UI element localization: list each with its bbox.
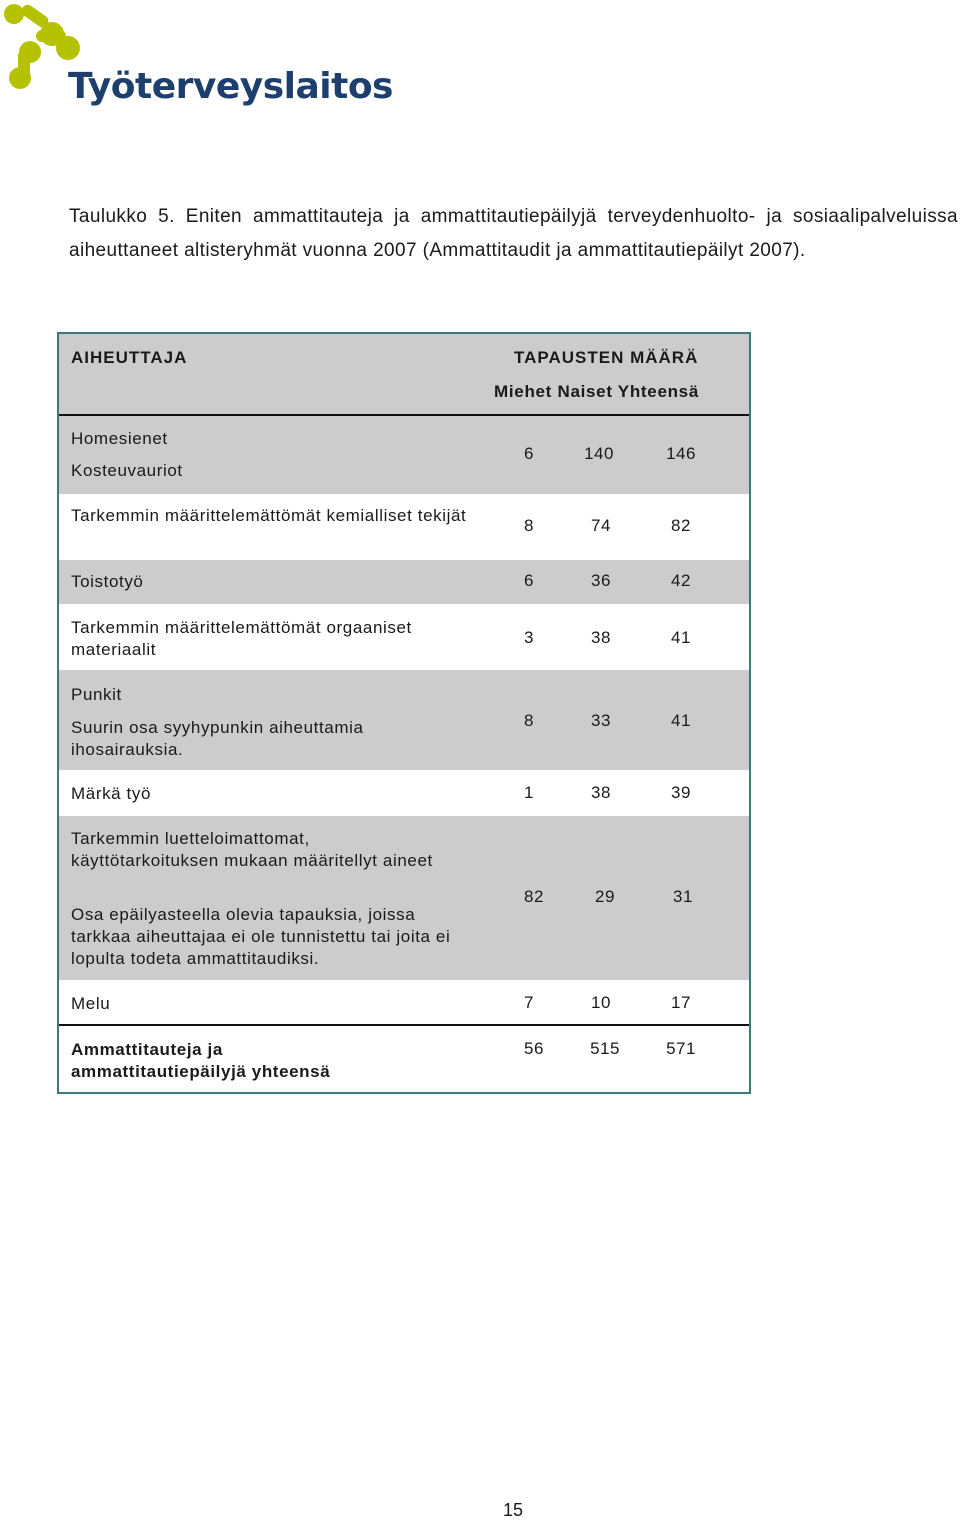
header-cause: AIHEUTTAJA <box>71 348 188 367</box>
total-women: 515 <box>590 1039 620 1058</box>
table-header <box>59 334 749 414</box>
row-women: 10 <box>591 993 611 1012</box>
page-number: 15 <box>502 1500 524 1520</box>
row-total: 41 <box>671 628 691 647</box>
row-women: 29 <box>595 887 615 906</box>
logo <box>0 0 393 120</box>
row-total: 41 <box>671 711 691 730</box>
row-label: Tarkemmin määrittelemättömät kemialliset tekijät <box>71 506 467 525</box>
row-sublabel: Kosteuvauriot <box>71 461 183 480</box>
row-label: Punkit <box>71 685 122 704</box>
table-row <box>59 670 749 770</box>
table-row <box>59 416 749 494</box>
row-men: 3 <box>524 628 534 647</box>
occupational-disease-table <box>57 332 751 1094</box>
header-count: TAPAUSTEN MÄÄRÄ <box>514 348 699 367</box>
row-women: 38 <box>591 628 611 647</box>
row-men: 1 <box>524 783 534 802</box>
row-total: 82 <box>671 516 691 535</box>
logo-text: Työterveyslaitos <box>68 66 393 107</box>
total-label: Ammattitauteja ja ammattitautiepäilyjä yhteensä <box>71 1040 331 1081</box>
row-women: 74 <box>591 516 611 535</box>
table-row <box>59 494 749 560</box>
total-men: 56 <box>524 1039 544 1058</box>
row-women: 33 <box>591 711 611 730</box>
row-total: 42 <box>671 571 691 590</box>
row-label: Homesienet <box>71 429 168 448</box>
row-label: Toistotyö <box>71 572 144 591</box>
row-label: Märkä työ <box>71 784 152 803</box>
row-men: 8 <box>524 516 534 535</box>
row-men: 6 <box>524 571 534 590</box>
row-men: 6 <box>524 444 534 463</box>
row-label: Melu <box>71 994 111 1013</box>
table-row <box>59 980 749 1024</box>
row-sublabel: Osa epäilyasteella olevia tapauksia, joissa tarkkaa aiheuttajaa ei ole tunnistettu tai joita ei lopulta todeta ammattitaudiksi. <box>71 905 451 968</box>
table-caption: Taulukko 5. Eniten ammattitauteja ja ammattitautiepäilyjä terveydenhuolto- ja sosiaalipalveluissa aiheuttaneet altisteryhmät vuonna 2007 (Ammattitaudit ja ammattitautiepäilyt 2007). <box>69 206 958 261</box>
row-total: 146 <box>666 444 696 463</box>
row-total: 17 <box>671 993 691 1012</box>
row-total: 31 <box>673 887 693 906</box>
table-row <box>59 770 749 816</box>
table-row <box>59 816 749 980</box>
row-label: Tarkemmin määrittelemättömät orgaaniset materiaalit <box>71 618 412 659</box>
row-women: 140 <box>584 444 614 463</box>
row-sublabel: Suurin osa syyhypunkin aiheuttamia ihosairauksia. <box>71 718 364 759</box>
row-men: 7 <box>524 993 534 1012</box>
row-men: 8 <box>524 711 534 730</box>
header-columns: Miehet Naiset Yhteensä <box>494 382 699 401</box>
row-men: 82 <box>524 887 544 906</box>
row-label: Tarkemmin luetteloimattomat, käyttötarkoituksen mukaan määritellyt aineet <box>71 829 433 870</box>
table-row <box>59 560 749 604</box>
row-women: 38 <box>591 783 611 802</box>
row-total: 39 <box>671 783 691 802</box>
row-women: 36 <box>591 571 611 590</box>
table-total-row <box>59 1026 749 1092</box>
total-total: 571 <box>666 1039 696 1058</box>
table-row <box>59 604 749 670</box>
